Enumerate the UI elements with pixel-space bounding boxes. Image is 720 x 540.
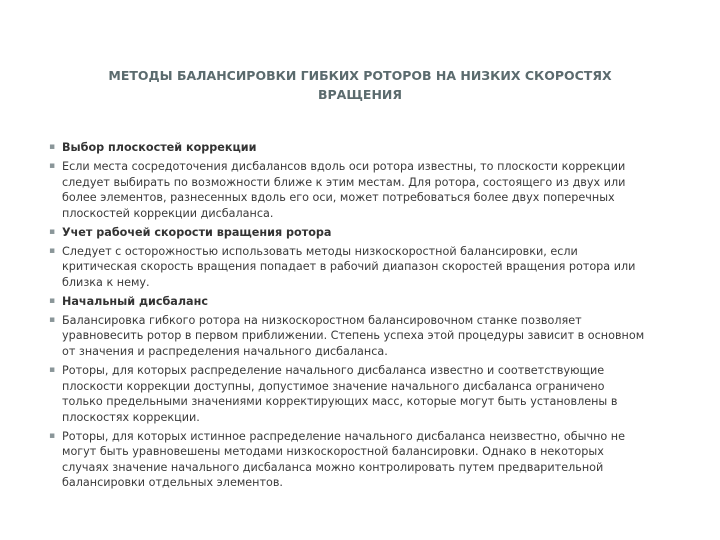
bullet-paragraph bbox=[48, 159, 646, 221]
bullet-marker-icon: ▪ bbox=[49, 314, 56, 325]
bullet-list bbox=[48, 140, 646, 494]
bullet-text: Если места сосредоточения дисбалансов вдоль оси ротора известны, то плоскости коррекции следует выбирать по возможности ближе к этим местам. Для ротора, состоящего из двух или более элементов, разнесенных вдоль его оси, может потребоваться более двух поперечных плоскостей коррекции дисбаланса. bbox=[62, 160, 626, 220]
bullet-marker-icon: ▪ bbox=[49, 142, 56, 152]
slide-title-line-1: МЕТОДЫ БАЛАНСИРОВКИ ГИБКИХ РОТОРОВ НА НИЗКИХ СКОРОСТЯХ bbox=[108, 68, 612, 83]
slide-title-line-2: ВРАЩЕНИЯ bbox=[317, 87, 403, 102]
bullet-paragraph bbox=[48, 244, 646, 291]
section-heading bbox=[48, 225, 646, 241]
bullet-marker-icon: ▪ bbox=[49, 295, 56, 306]
bullet-text: Выбор плоскостей коррекции bbox=[62, 141, 257, 154]
bullet-paragraph bbox=[48, 363, 646, 425]
bullet-marker-icon: ▪ bbox=[49, 365, 56, 376]
bullet-marker-icon: ▪ bbox=[49, 226, 56, 237]
bullet-marker-icon: ▪ bbox=[49, 430, 56, 441]
bullet-marker-icon: ▪ bbox=[49, 161, 56, 172]
bullet-marker-icon: ▪ bbox=[49, 245, 56, 256]
bullet-paragraph bbox=[48, 429, 646, 491]
bullet-text: Роторы, для которых распределение начального дисбаланса известно и соответствующие плоскости коррекции доступны, допустимое значение начального дисбаланса ограничено только предельными значениями корректирующих масс, которые могут быть установлены в плоскостях коррекции. bbox=[62, 364, 618, 424]
bullet-text: Следует с осторожностью использовать методы низкоскоростной балансировки, если критическая скорость вращения попадает в рабочий диапазон скоростей вращения ротора или близка к нему. bbox=[62, 244, 636, 289]
bullet-text: Учет рабочей скорости вращения ротора bbox=[62, 225, 332, 239]
section-heading bbox=[48, 140, 646, 156]
slide-title bbox=[40, 66, 680, 104]
bullet-paragraph bbox=[48, 313, 646, 360]
section-heading bbox=[48, 294, 646, 310]
bullet-text: Балансировка гибкого ротора на низкоскоростном балансировочном станке позволяет уравновесить ротор в первом приближении. Степень успеха этой процедуры зависит в основном от значения и распределения начального дисбаланса. bbox=[62, 313, 645, 358]
bullet-text: Роторы, для которых истинное распределение начального дисбаланса неизвестно, обычно не могут быть уравновешены методами низкоскоростной балансировки. Однако в некоторых случаях значение начального дисбаланса можно контролировать путем предварительной балансировки отдельных элементов. bbox=[62, 429, 625, 490]
bullet-text: Начальный дисбаланс bbox=[62, 294, 208, 308]
